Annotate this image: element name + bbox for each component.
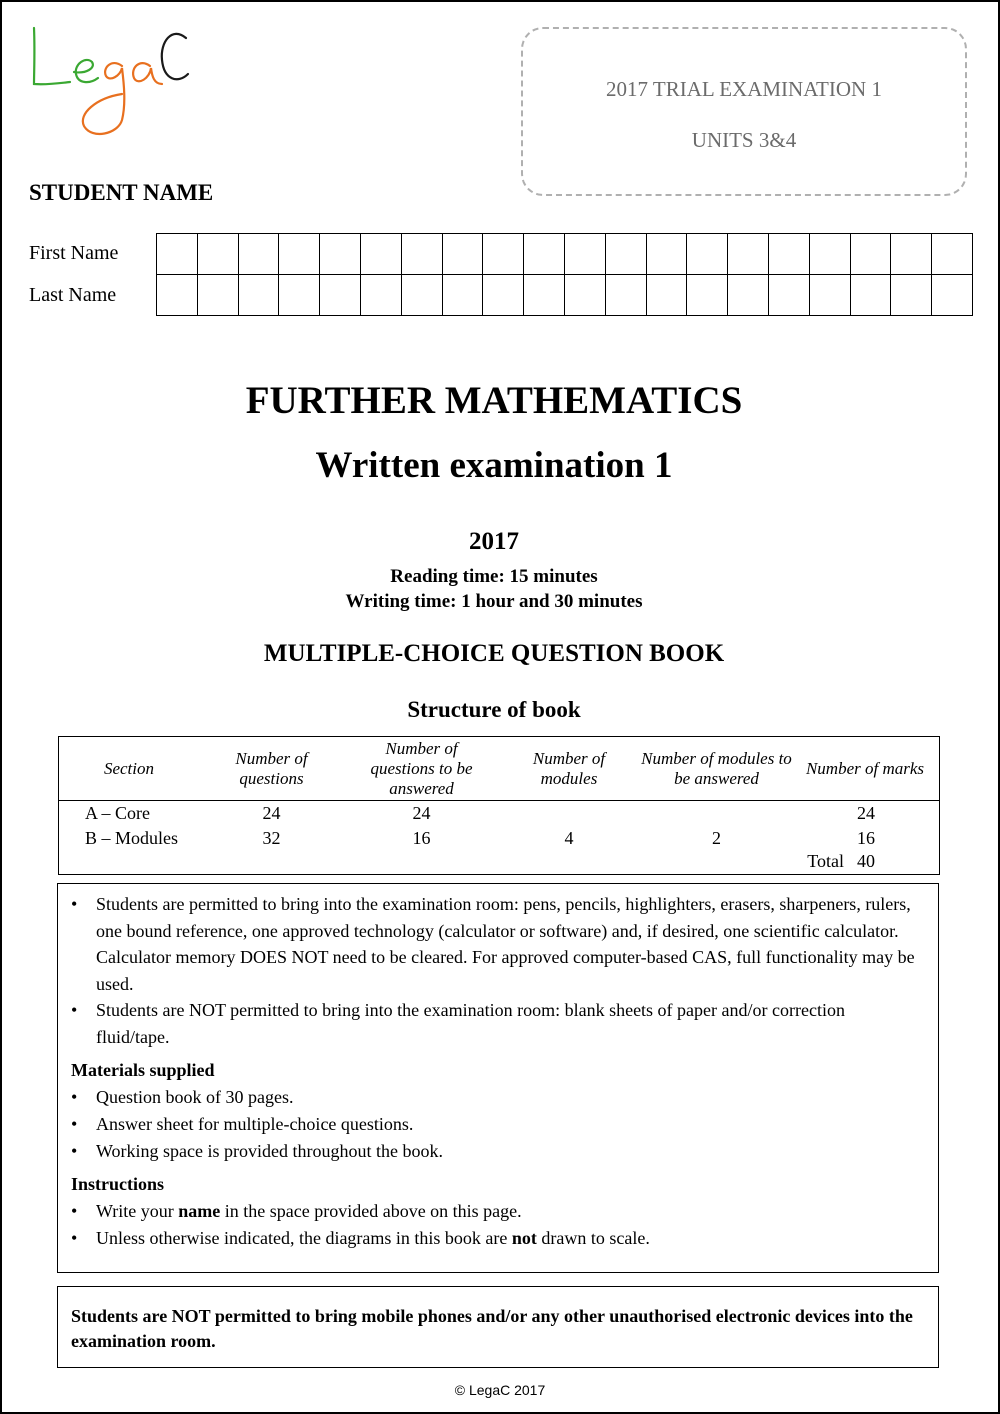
letter-box[interactable] — [564, 234, 605, 275]
book-title: MULTIPLE-CHOICE QUESTION BOOK — [263, 640, 725, 667]
letter-box[interactable] — [157, 275, 198, 316]
total-value: 40 — [857, 851, 875, 871]
exam-year: 2017 — [469, 528, 519, 555]
bullet: • — [71, 1114, 78, 1134]
letter-box[interactable] — [524, 275, 565, 316]
letter-box[interactable] — [320, 275, 361, 316]
letter-box[interactable] — [279, 234, 320, 275]
letter-box[interactable] — [891, 275, 932, 316]
structure-table — [58, 736, 940, 875]
student-name-heading: STUDENT NAME — [29, 180, 214, 205]
not-permitted-items-text: Students are NOT permitted to bring into the examination room: blank sheets of paper and/or correction fluid/tape. — [96, 1000, 845, 1047]
row-modules: 4 — [564, 828, 574, 848]
letter-box[interactable] — [891, 234, 932, 275]
letter-box[interactable] — [932, 234, 973, 275]
permitted-items-text: Students are permitted to bring into the examination room: pens, pencils, highlighters, erasers, sharpeners, rulers, one bound reference, one approved technology (calculator or software) and, if desired, one scientific calculator. Calculator memory DOES NOT need to be cleared. For approved computer-based CAS, full functionality may be used. — [96, 894, 915, 994]
letter-box[interactable] — [605, 234, 646, 275]
instruction-emphasis: name — [178, 1201, 221, 1221]
col-header-questions-answered: Number of questions to be answered — [370, 739, 473, 798]
row-marks: 16 — [857, 828, 875, 848]
letter-box[interactable] — [728, 234, 769, 275]
last-name-boxes — [157, 275, 973, 316]
total-label: Total — [807, 851, 844, 871]
instructions-heading: Instructions — [71, 1174, 165, 1194]
instruction-text: in the space provided above on this page. — [220, 1201, 522, 1221]
bullet: • — [71, 1201, 78, 1221]
instruction-name — [96, 1198, 916, 1225]
letter-box[interactable] — [360, 275, 401, 316]
row-section: A – Core — [85, 803, 150, 823]
letter-box[interactable] — [483, 275, 524, 316]
letter-box[interactable] — [401, 234, 442, 275]
row-questions-answered: 16 — [412, 828, 431, 848]
col-header-questions: Number of questions — [235, 749, 308, 788]
row-section: B – Modules — [85, 828, 179, 848]
name-entry-grid — [156, 233, 973, 316]
row-questions-answered: 24 — [412, 803, 431, 823]
subject-title: FURTHER MATHEMATICS — [245, 379, 743, 422]
letter-box[interactable] — [279, 275, 320, 316]
warning-box — [57, 1286, 939, 1368]
first-name-boxes — [157, 234, 973, 275]
letter-box[interactable] — [197, 275, 238, 316]
letter-box[interactable] — [646, 275, 687, 316]
letter-box[interactable] — [809, 234, 850, 275]
bullet: • — [71, 1000, 78, 1020]
row-marks: 24 — [857, 803, 875, 823]
instruction-text: Unless otherwise indicated, the diagrams in this book are — [96, 1228, 512, 1248]
letter-box[interactable] — [809, 275, 850, 316]
legac-logo — [26, 22, 196, 144]
letter-box[interactable] — [768, 234, 809, 275]
first-name-label: First Name — [29, 242, 119, 264]
letter-box[interactable] — [157, 234, 198, 275]
letter-box[interactable] — [360, 234, 401, 275]
letter-box[interactable] — [238, 234, 279, 275]
bullet: • — [71, 1228, 78, 1248]
structure-heading: Structure of book — [407, 697, 581, 722]
instruction-emphasis: not — [511, 1228, 537, 1248]
bullet: • — [71, 1141, 78, 1161]
letter-box[interactable] — [564, 275, 605, 316]
letter-box[interactable] — [728, 275, 769, 316]
letter-box[interactable] — [850, 234, 891, 275]
letter-box[interactable] — [197, 234, 238, 275]
letter-box[interactable] — [401, 275, 442, 316]
row-questions: 24 — [262, 803, 281, 823]
instruction-scale — [96, 1225, 916, 1252]
units-label: UNITS 3&4 — [691, 128, 797, 152]
letter-box[interactable] — [646, 234, 687, 275]
row-modules-answered: 2 — [712, 828, 721, 848]
trial-exam-title: 2017 TRIAL EXAMINATION 1 — [606, 77, 882, 101]
letter-box[interactable] — [850, 275, 891, 316]
bullet: • — [71, 894, 78, 914]
table-divider — [59, 800, 939, 801]
reading-time: Reading time: 15 minutes — [390, 566, 598, 587]
instruction-text: Write your — [96, 1201, 179, 1221]
letter-box[interactable] — [524, 234, 565, 275]
exam-title: Written examination 1 — [315, 445, 673, 486]
col-header-modules: Number of modules — [532, 749, 606, 788]
materials-heading: Materials supplied — [71, 1060, 215, 1080]
bullet: • — [71, 1087, 78, 1107]
letter-box[interactable] — [932, 275, 973, 316]
writing-time: Writing time: 1 hour and 30 minutes — [345, 591, 643, 612]
copyright: © LegaC 2017 — [454, 1382, 546, 1398]
instruction-text: drawn to scale. — [536, 1228, 650, 1248]
letter-box[interactable] — [605, 275, 646, 316]
col-header-marks: Number of marks — [805, 759, 925, 778]
letter-box[interactable] — [320, 234, 361, 275]
letter-box[interactable] — [768, 275, 809, 316]
letter-box[interactable] — [687, 234, 728, 275]
letter-box[interactable] — [483, 234, 524, 275]
letter-box[interactable] — [238, 275, 279, 316]
list-item: Working space is provided throughout the book. — [96, 1141, 443, 1161]
row-questions: 32 — [262, 828, 281, 848]
letter-box[interactable] — [442, 275, 483, 316]
letter-box[interactable] — [687, 275, 728, 316]
rules-box — [57, 883, 939, 1273]
last-name-label: Last Name — [29, 284, 117, 306]
trial-exam-box — [521, 27, 967, 196]
list-item: Answer sheet for multiple-choice questions. — [96, 1114, 414, 1134]
warning-text: Students are NOT permitted to bring mobile phones and/or any other unauthorised electronic devices into the examination room. — [71, 1306, 913, 1351]
list-item: Question book of 30 pages. — [96, 1087, 294, 1107]
col-header-modules-answered: Number of modules to be answered — [641, 749, 792, 788]
letter-box[interactable] — [442, 234, 483, 275]
col-header-section: Section — [103, 759, 155, 778]
